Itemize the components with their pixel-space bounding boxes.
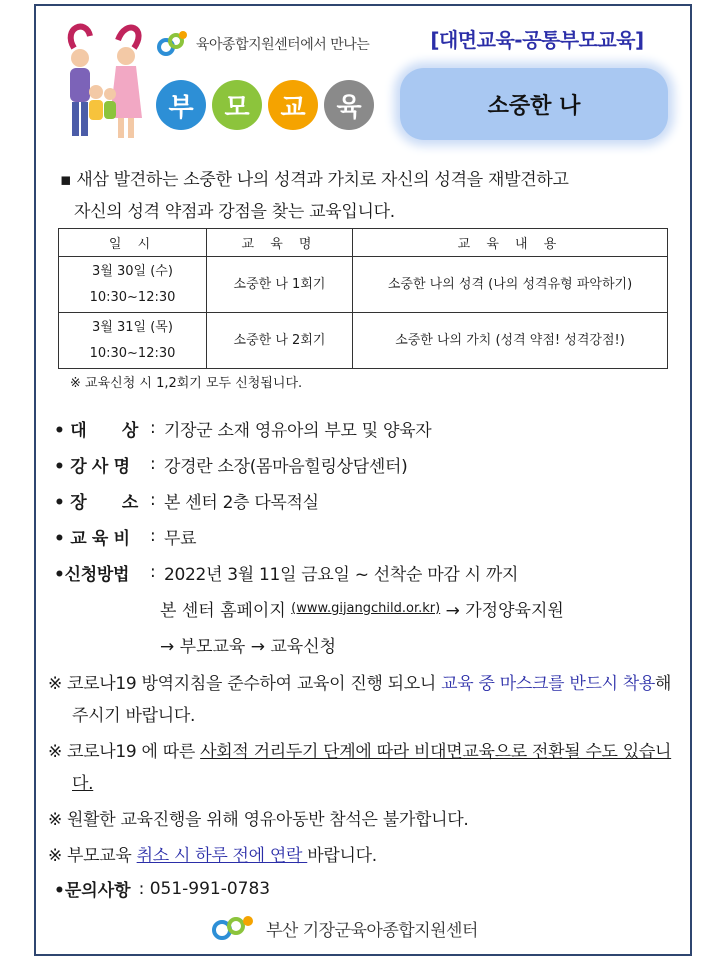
- session-datetime: [59, 313, 207, 369]
- session-time: 10:30~12:30: [89, 289, 176, 305]
- title-char-4: 육: [324, 80, 374, 130]
- registration-note: ※ 교육신청 시 1,2회기 모두 신청됩니다.: [70, 376, 303, 391]
- table-header-row: [59, 229, 668, 257]
- apply-path-line-2: → 부모교육 → 교육신청: [160, 636, 337, 657]
- footer: [210, 914, 478, 942]
- target-value: 기장군 소재 영유아의 부모 및 양육자: [164, 420, 432, 441]
- header-datetime: 일 시: [59, 229, 207, 257]
- brand-line: [156, 24, 369, 64]
- schedule-table: [58, 228, 668, 369]
- title-char-1: 부: [156, 80, 206, 130]
- lecturer-value: 강경란 소장(몸마음힐링상담센터): [164, 456, 408, 477]
- place-label: • 장 소: [54, 492, 138, 513]
- education-type-tag: [대면교육-공통부모교육]: [430, 28, 644, 52]
- center-logo-icon: [210, 914, 258, 942]
- session-content: 소중한 나의 성격 (나의 성격유형 파악하기): [353, 257, 668, 313]
- program-title: 소중한 나: [400, 68, 668, 140]
- fee-label: • 교 육 비: [54, 528, 130, 549]
- info-row-lecturer: • 강 사 명 : 강경란 소장(몸마음힐링상담센터): [54, 446, 674, 482]
- info-row-apply: •신청방법 : 2022년 3월 11일 금요일 ~ 선착순 마감 시 까지: [54, 554, 674, 590]
- header-course-content: 교 육 내 용: [353, 229, 668, 257]
- table-row: [59, 257, 668, 313]
- title-char-2: 모: [212, 80, 262, 130]
- notices: [48, 668, 678, 872]
- apply-label: •신청방법: [54, 564, 130, 585]
- program-title-circles: [156, 80, 374, 130]
- intro-line-2: 자신의 성격 약점과 강점을 찾는 교육입니다.: [74, 202, 395, 222]
- contact-label: •문의사항: [54, 881, 131, 901]
- homepage-link[interactable]: (www.gijangchild.or.kr): [291, 600, 441, 616]
- target-label: • 대 상: [54, 420, 138, 441]
- notice-distancing: ※ 코로나19 에 따른 사회적 거리두기 단계에 따라 비대면교육으로 전환될 수도 있습니다.: [48, 742, 672, 794]
- session-datetime: [59, 257, 207, 313]
- header: [52, 16, 682, 156]
- apply-period: 2022년 3월 11일 금요일 ~ 선착순 마감 시 까지: [164, 564, 519, 585]
- place-value: 본 센터 2층 다목적실: [164, 492, 319, 513]
- info-row-fee: • 교 육 비 : 무료: [54, 518, 674, 554]
- title-char-3: 교: [268, 80, 318, 130]
- family-illustration: [56, 18, 150, 142]
- info-row-place: • 장 소 : 본 센터 2층 다목적실: [54, 482, 674, 518]
- intro-text: [60, 164, 670, 228]
- contact-phone[interactable]: : 051-991-0783: [138, 878, 271, 899]
- session-date: 3월 30일 (수): [92, 263, 173, 279]
- intro-line-1: ▪ 새삼 발견하는 소중한 나의 성격과 가치로 자신의 성격을 재발견하고: [60, 170, 569, 190]
- header-course-name: 교 육 명: [207, 229, 353, 257]
- contact-info: [54, 876, 270, 901]
- info-row-target: • 대 상 : 기장군 소재 영유아의 부모 및 양육자: [54, 410, 674, 446]
- session-name: 소중한 나 2회기: [207, 313, 353, 369]
- brand-subtitle: 육아종합지원센터에서 만나는: [196, 37, 370, 53]
- info-list: [54, 410, 674, 662]
- notice-mask: ※ 코로나19 방역지침을 준수하여 교육이 진행 되오니 교육 중 마스크를 반드시 착용해 주시기 바랍니다.: [48, 674, 672, 726]
- notice-cancel: ※ 부모교육 취소 시 하루 전에 연락 바랍니다.: [48, 846, 377, 866]
- notice-no-children: ※ 원활한 교육진행을 위해 영유아동반 참석은 불가합니다.: [48, 810, 469, 830]
- center-name: 부산 기장군육아종합지원센터: [266, 920, 478, 941]
- center-logo-icon: [156, 27, 190, 61]
- session-content: 소중한 나의 가치 (성격 약점! 성격강점!): [353, 313, 668, 369]
- session-time: 10:30~12:30: [89, 345, 176, 361]
- lecturer-label: • 강 사 명: [54, 456, 130, 477]
- apply-path-line-1: 본 센터 홈페이지 (www.gijangchild.or.kr) → 가정양육지원: [160, 600, 564, 621]
- table-row: [59, 313, 668, 369]
- session-date: 3월 31일 (목): [92, 319, 173, 335]
- session-name: 소중한 나 1회기: [207, 257, 353, 313]
- fee-value: 무료: [164, 528, 197, 549]
